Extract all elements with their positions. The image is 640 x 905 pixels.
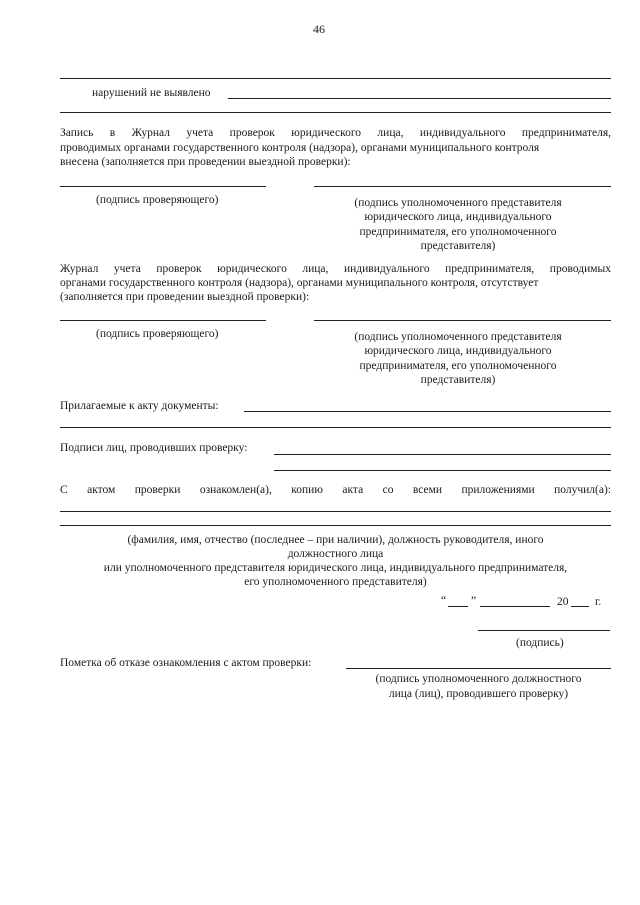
journal-entry-rep-sign-line[interactable] bbox=[314, 186, 611, 187]
journal-entry-inspector-caption: (подпись проверяющего) bbox=[96, 194, 219, 206]
signature-line[interactable] bbox=[478, 630, 610, 631]
journal-absent-line-1: Журнал учета проверок юридического лица, индивидуального предпринимателя, проводимых bbox=[60, 263, 611, 275]
journal-entry-line-2: проводимых органами государственного контроля (надзора), органами муниципального контроля bbox=[60, 142, 540, 154]
inspectors-signatures-line-2[interactable] bbox=[274, 470, 611, 471]
journal-entry-line-3: внесена (заполняется при проведении выездной проверки): bbox=[60, 156, 351, 168]
date-open-quote: “ bbox=[441, 595, 447, 607]
journal-entry-rep-caption-3: предпринимателя, его уполномоченного bbox=[359, 226, 557, 238]
fio-caption-1: (фамилия, имя, отчество (последнее – при наличии), должность руководителя, иного bbox=[127, 534, 544, 546]
page-number: 46 bbox=[313, 22, 325, 36]
journal-absent-rep-caption-3: предпринимателя, его уполномоченного bbox=[359, 360, 557, 372]
journal-absent-line-2: органами государственного контроля (надзора), органами муниципального контроля, отсутствует bbox=[60, 277, 539, 289]
journal-absent-rep-caption-4: представителя) bbox=[420, 374, 496, 386]
journal-entry-rep-caption-4: представителя) bbox=[420, 240, 496, 252]
violations-label: нарушений не выявлено bbox=[92, 87, 211, 99]
date-day-line[interactable] bbox=[448, 606, 468, 607]
attached-docs-label: Прилагаемые к акту документы: bbox=[60, 400, 219, 412]
attached-docs-line-2[interactable] bbox=[60, 427, 611, 428]
fio-caption-2: должностного лица bbox=[287, 548, 384, 560]
fio-caption-4: его уполномоченного представителя) bbox=[244, 576, 427, 588]
date-year-suffix: г. bbox=[595, 596, 602, 608]
acquainted-label: С актом проверки ознакомлен(а), копию акта со всеми приложениями получил(а): bbox=[60, 484, 611, 496]
journal-entry-inspector-sign-line[interactable] bbox=[60, 186, 266, 187]
journal-absent-inspector-caption: (подпись проверяющего) bbox=[96, 328, 219, 340]
violations-line[interactable] bbox=[228, 98, 611, 99]
refusal-note-label: Пометка об отказе ознакомления с актом проверки: bbox=[60, 657, 312, 669]
journal-absent-inspector-sign-line[interactable] bbox=[60, 320, 266, 321]
journal-absent-rep-caption-1: (подпись уполномоченного представителя bbox=[354, 331, 562, 343]
journal-entry-rep-caption-1: (подпись уполномоченного представителя bbox=[354, 197, 562, 209]
violations-line-2[interactable] bbox=[60, 112, 611, 113]
inspectors-signatures-line-1[interactable] bbox=[274, 454, 611, 455]
top-rule bbox=[60, 78, 611, 79]
date-close-quote: ” bbox=[471, 595, 477, 607]
signature-caption: (подпись) bbox=[516, 637, 564, 649]
fio-caption-3: или уполномоченного представителя юридического лица, индивидуального предпринимателя, bbox=[103, 562, 568, 574]
attached-docs-line[interactable] bbox=[244, 411, 611, 412]
acquainted-line-1[interactable] bbox=[60, 511, 611, 512]
refusal-line[interactable] bbox=[346, 668, 611, 669]
date-month-line[interactable] bbox=[480, 606, 550, 607]
inspectors-signatures-label: Подписи лиц, проводивших проверку: bbox=[60, 442, 248, 454]
acquainted-line-2[interactable] bbox=[60, 525, 611, 526]
journal-entry-line-1: Запись в Журнал учета проверок юридического лица, индивидуального предпринимателя, bbox=[60, 127, 611, 139]
refusal-caption-1: (подпись уполномоченного должностного bbox=[375, 673, 582, 685]
journal-absent-rep-caption-2: юридического лица, индивидуального bbox=[364, 345, 552, 357]
journal-entry-rep-caption-2: юридического лица, индивидуального bbox=[364, 211, 552, 223]
refusal-caption-2: лица (лиц), проводившего проверку) bbox=[388, 688, 569, 700]
date-year-line[interactable] bbox=[571, 606, 589, 607]
date-year-prefix: 20 bbox=[557, 596, 569, 608]
journal-absent-line-3: (заполняется при проведении выездной проверки): bbox=[60, 291, 310, 303]
journal-absent-rep-sign-line[interactable] bbox=[314, 320, 611, 321]
